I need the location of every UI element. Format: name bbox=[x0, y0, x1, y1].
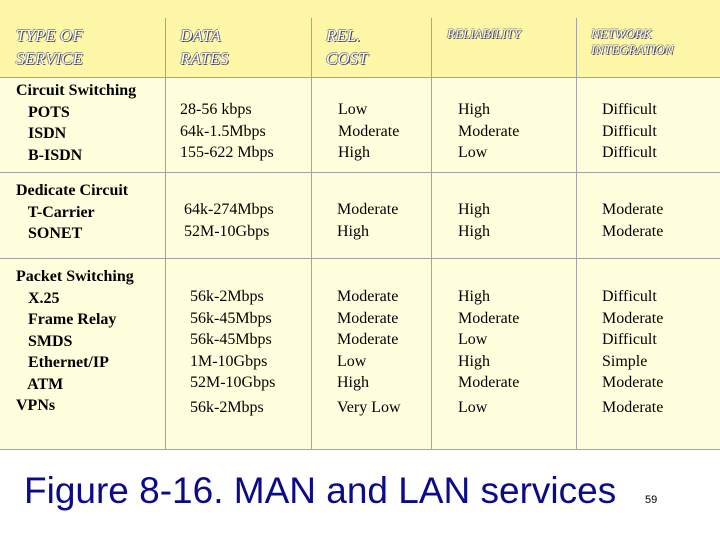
rates-cell-circuit-switching: 28-56 kbps 64k-1.5Mbps 155-622 Mbps bbox=[180, 101, 274, 161]
header-type-of-service: TYPE OF SERVICE bbox=[16, 26, 83, 68]
reliability-cell-dedicate-circuit: High High bbox=[458, 201, 490, 240]
column-divider bbox=[311, 18, 312, 450]
header-rel-cost: REL. COST bbox=[326, 26, 368, 68]
cost-cell-packet-switching: Moderate Moderate Moderate Low High bbox=[337, 288, 399, 391]
rates-cell-packet-switching: 56k-2Mbps 56k-45Mbps 56k-45Mbps 1M-10Gbps 52M-10Gbps bbox=[190, 288, 276, 391]
integration-cell-packet-switching: Difficult Moderate Difficult Simple Moderate bbox=[602, 288, 664, 391]
service-cell-dedicate-circuit: Dedicate Circuit T-Carrier SONET bbox=[16, 182, 129, 242]
header-data-rates: DATA RATES bbox=[180, 26, 229, 68]
reliability-cell-circuit-switching: High Moderate Low bbox=[458, 101, 520, 161]
integration-cell-dedicate-circuit: Moderate Moderate bbox=[602, 201, 664, 240]
row-divider bbox=[0, 258, 720, 259]
integration-cell-circuit-switching: Difficult Difficult Difficult bbox=[602, 101, 657, 161]
column-divider bbox=[165, 18, 166, 450]
reliability-cell-packet-switching: High Moderate Low High Moderate bbox=[458, 288, 520, 391]
reliability-cell-vpns: Low bbox=[458, 399, 488, 416]
service-cell-packet-switching: Packet Switching X.25 Frame Relay SMDS Ethernet/IP ATM VPNs bbox=[16, 268, 134, 414]
integration-cell-vpns: Moderate bbox=[602, 399, 664, 416]
column-divider bbox=[431, 18, 432, 450]
header-network-integration: NETWORK INTEGRATION bbox=[591, 26, 674, 57]
service-cell-circuit-switching: Circuit Switching POTS ISDN B-ISDN bbox=[16, 82, 137, 164]
row-divider bbox=[0, 77, 720, 78]
rates-cell-dedicate-circuit: 64k-274Mbps 52M-10Gbps bbox=[184, 201, 274, 240]
header-reliability: RELIABILITY bbox=[447, 26, 521, 41]
figure-caption: Figure 8-16. MAN and LAN services bbox=[24, 470, 617, 511]
cost-cell-vpns: Very Low bbox=[337, 399, 401, 416]
column-divider bbox=[576, 18, 577, 450]
rates-cell-vpns: 56k-2Mbps bbox=[190, 399, 264, 416]
cost-cell-dedicate-circuit: Moderate High bbox=[337, 201, 399, 240]
cost-cell-circuit-switching: Low Moderate High bbox=[338, 101, 400, 161]
row-divider bbox=[0, 449, 720, 450]
page-number: 59 bbox=[645, 494, 658, 506]
row-divider bbox=[0, 172, 720, 173]
